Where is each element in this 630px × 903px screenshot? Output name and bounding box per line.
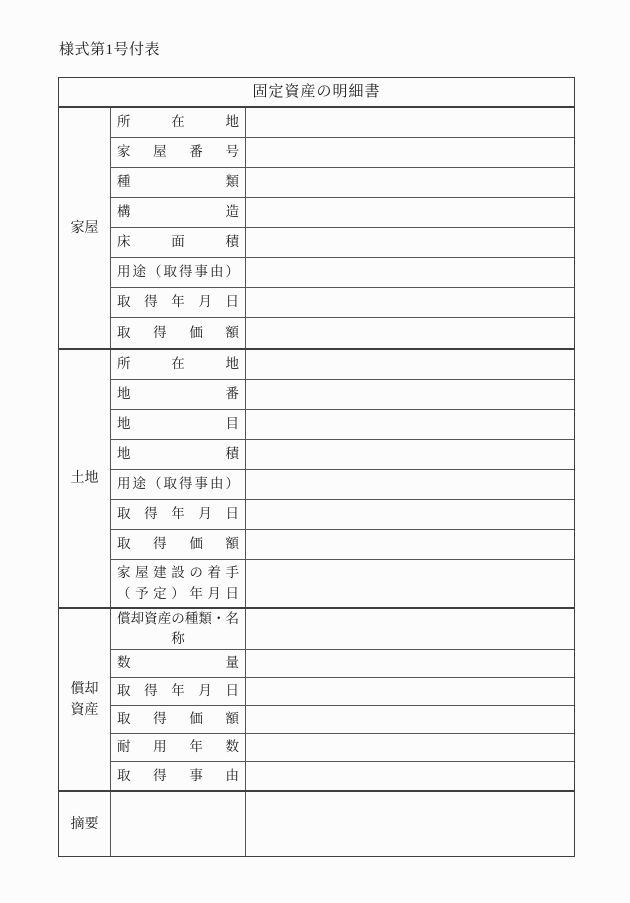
- value-cell: [246, 560, 574, 607]
- row-label-line: 用 途 （ 取 得 事 由 ）: [117, 264, 239, 280]
- row-label: [111, 609, 246, 649]
- section-remarks: [59, 792, 574, 856]
- row-label: [111, 792, 246, 856]
- table-row: [111, 198, 574, 228]
- value-cell: [246, 734, 574, 761]
- table-row: [111, 530, 574, 560]
- row-label: [111, 530, 246, 559]
- table-row: [111, 318, 574, 348]
- row-label: [111, 560, 246, 607]
- row-label-line: 用 途 （ 取 得 事 由 ）: [117, 476, 239, 492]
- table-row: [111, 470, 574, 500]
- table-row: [111, 168, 574, 198]
- value-cell: [246, 609, 574, 649]
- table-row: [111, 288, 574, 318]
- value-cell: [246, 678, 574, 705]
- value-cell: [246, 440, 574, 469]
- row-label-line: 種 類: [117, 174, 239, 190]
- section-label-line: 家屋: [70, 220, 99, 236]
- row-label: [111, 650, 246, 677]
- row-label: [111, 258, 246, 287]
- value-cell: [246, 228, 574, 257]
- table-row: [111, 138, 574, 168]
- row-label-line: 取 得 年 月 日: [117, 683, 239, 699]
- table-row: [111, 792, 574, 856]
- table-row: [111, 258, 574, 288]
- value-cell: [246, 530, 574, 559]
- row-label: [111, 108, 246, 137]
- value-cell: [246, 138, 574, 167]
- section-building: [59, 108, 574, 350]
- row-label-line: 所 在 地: [117, 114, 239, 130]
- value-cell: [246, 288, 574, 317]
- row-label: [111, 138, 246, 167]
- value-cell: [246, 198, 574, 227]
- value-cell: [246, 762, 574, 790]
- row-label: [111, 762, 246, 790]
- row-label: [111, 500, 246, 529]
- row-label-line: 構 造: [117, 204, 239, 220]
- table-row: [111, 678, 574, 706]
- section-label-remarks: [59, 792, 111, 856]
- form-code: 様式第1号付表: [59, 42, 161, 58]
- value-cell: [246, 168, 574, 197]
- section-land: [59, 350, 574, 609]
- section-label-line: 資産: [70, 702, 99, 718]
- row-label-line: 所 在 地: [117, 356, 239, 372]
- value-cell: [246, 470, 574, 499]
- table-row: [111, 706, 574, 734]
- row-label-line: 償 却 資 産 の 種 類 ・ 名: [117, 610, 239, 626]
- value-cell: [246, 380, 574, 409]
- row-label-line: 取 得 年 月 日: [117, 506, 239, 522]
- value-cell: [246, 318, 574, 348]
- row-label-line: 数 量: [117, 655, 239, 671]
- row-label: [111, 706, 246, 733]
- row-label: [111, 380, 246, 409]
- row-label: [111, 228, 246, 257]
- row-label: [111, 678, 246, 705]
- section-label-building: [59, 108, 111, 348]
- row-label: [111, 318, 246, 348]
- table-row: [111, 650, 574, 678]
- section-label-line: 土地: [70, 471, 99, 486]
- row-label: [111, 410, 246, 439]
- section-rows: [111, 792, 574, 856]
- value-cell: [246, 350, 574, 379]
- value-cell: [246, 706, 574, 733]
- section-rows: [111, 350, 574, 607]
- section-label-depreciable-assets: [59, 609, 111, 790]
- value-cell: [246, 792, 574, 856]
- row-label: [111, 288, 246, 317]
- section-depreciable-assets: [59, 609, 574, 792]
- row-label-line: （ 予 定 ） 年 月 日: [117, 585, 239, 601]
- row-label-line: 床 面 積: [117, 234, 239, 250]
- table-row: [111, 560, 574, 607]
- fixed-assets-table: [58, 77, 575, 857]
- table-row: [111, 410, 574, 440]
- row-label: [111, 168, 246, 197]
- table-row: [111, 108, 574, 138]
- row-label-line: 地 積: [117, 446, 239, 462]
- section-label-land: [59, 350, 111, 607]
- value-cell: [246, 410, 574, 439]
- row-label: [111, 470, 246, 499]
- table-row: [111, 500, 574, 530]
- table-row: [111, 380, 574, 410]
- row-label: [111, 440, 246, 469]
- row-label-line: 取 得 年 月 日: [117, 294, 239, 310]
- section-label-line: 摘要: [70, 816, 99, 832]
- value-cell: [246, 650, 574, 677]
- table-row: [111, 440, 574, 470]
- table-row: [111, 350, 574, 380]
- row-label-line: 地 目: [117, 416, 239, 432]
- row-label: [111, 198, 246, 227]
- section-label-line: 償却: [70, 681, 99, 697]
- row-label-line: 家 屋 建 設 の 着 手: [117, 565, 239, 581]
- row-label-line: 地 番: [117, 386, 239, 402]
- row-label-line: 取 得 価 額: [117, 711, 239, 727]
- table-sections: [59, 108, 574, 856]
- value-cell: [246, 258, 574, 287]
- table-row: [111, 734, 574, 762]
- row-label-line: 称: [171, 631, 185, 646]
- table-row: [111, 762, 574, 790]
- table-row: [111, 609, 574, 650]
- row-label-line: 家 屋 番 号: [117, 144, 239, 160]
- table-row: [111, 228, 574, 258]
- value-cell: [246, 500, 574, 529]
- row-label-line: 取 得 価 額: [117, 324, 239, 340]
- value-cell: [246, 108, 574, 137]
- row-label-line: 取 得 価 額: [117, 536, 239, 552]
- section-rows: [111, 108, 574, 348]
- row-label: [111, 350, 246, 379]
- row-label-line: 耐 用 年 数: [117, 739, 239, 755]
- row-label: [111, 734, 246, 761]
- section-rows: [111, 609, 574, 790]
- row-label-line: 取 得 事 由: [117, 767, 239, 783]
- table-title: 固定資産の明細書: [59, 78, 574, 108]
